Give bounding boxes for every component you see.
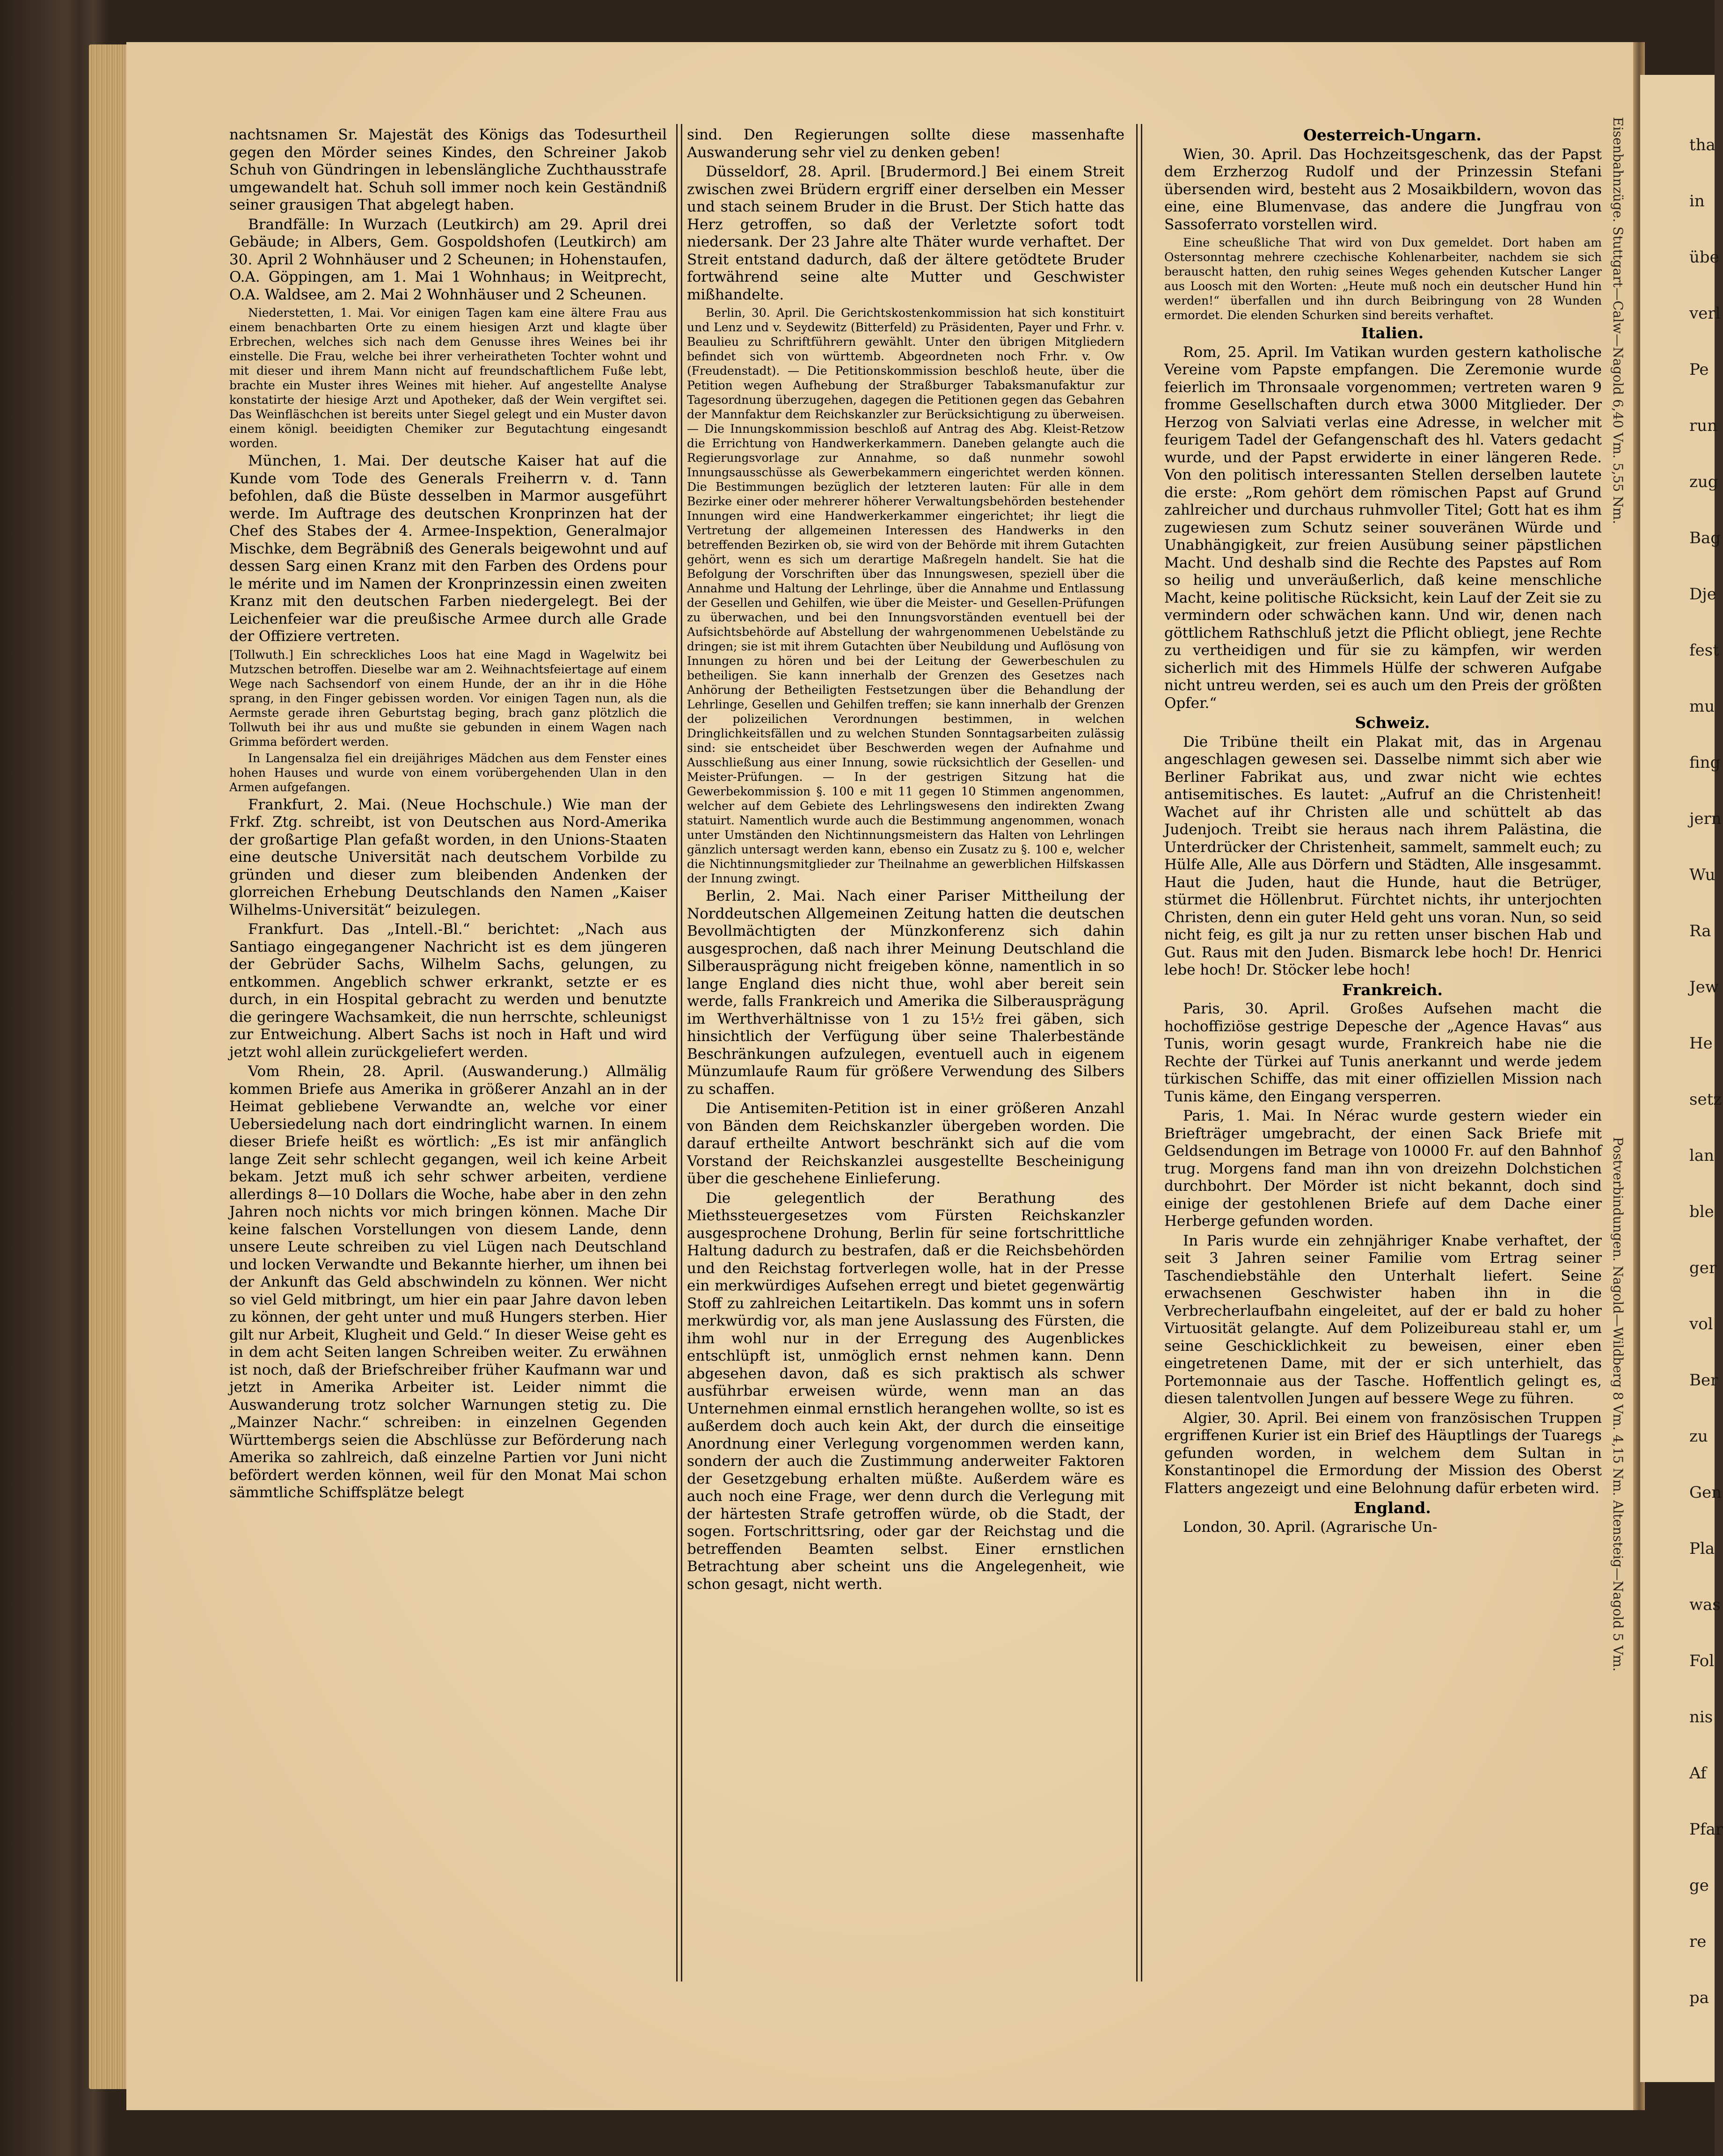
timetable-sidebar-top: Eisenbahnzüge. Stuttgart—Calw—Nagold 6,40 Vm. 5,55 Nm. [1610,117,1626,524]
facing-page-fragment: ger [1689,1259,1717,1277]
article-paragraph: sind. Den Regierungen sollte diese massenhafte Auswanderung sehr viel zu denken geben! [687,126,1124,161]
facing-page-fragment: jern [1689,809,1722,828]
facing-page-fragment: Pfar [1689,1820,1723,1839]
article-paragraph: Die gelegentlich der Berathung des Miethssteuergesetzes vom Fürsten Reichskanzler ausgesprochene Drohung, Berlin für seine fortschrittliche Haltung dadurch zu bestrafen, daß er die Reichsbehörden und den Reichstag fortverlegen wolle, hat in der Presse ein merkwürdiges Aufsehen erregt und bietet gegenwärtig Stoff zu zahlreichen Leitartikeln. Das kommt uns in sofern merkwürdig vor, als man jene Auslassung des Fürsten, die ihm wohl nur in der Erregung des Augenblickes entschlüpft ist, unmöglich ernst nehmen kann. Denn abgesehen davon, daß es sich praktisch als schwer ausführbar erweisen würde, wenn man an das Unternehmen einmal ernstlich herangehen wollte, so ist es außerdem doch auch kein Akt, der durch die einseitige Anordnung einer Verlegung vorgenommen werden kann, sondern der auch die Zustimmung anderweiter Faktoren der Gesetzgebung erhalten müßte. Außerdem wäre es auch noch eine Frage, wer denn durch die Verlegung mit der härtesten Strafe getroffen würde, ob die Stadt, der sogen. Fortschrittsring, oder gar der Reichstag und die betreffenden Beamten selbst. Einer ernstlichen Betrachtung aber scheint uns die Angelegenheit, wie schon gesagt, nicht werth. [687,1189,1124,1593]
facing-page-fragment: Gen [1689,1483,1722,1502]
facing-page-fragment: Jew [1689,978,1719,997]
facing-page-fragment: übe [1689,248,1719,267]
article-paragraph: In Langensalza fiel ein dreijähriges Mädchen aus dem Fenster eines hohen Hauses und wurde von einem vorübergehenden Ulan in den Armen aufgefangen. [229,751,667,794]
facing-page-fragment: fest [1689,641,1719,660]
section-heading: Frankreich. [1342,980,1443,999]
article-paragraph: Paris, 1. Mai. In Nérac wurde gestern wieder ein Briefträger umgebracht, der einen Sack Briefe mit Geldsendungen im Betrage von 10000 Fr. auf den Bahnhof trug. Morgens fand man ihn von dreizehn Dolchstichen durchbohrt. Der Mörder ist nicht bekannt, doch sind einige der gestohlenen Briefe auf dem Dache einer Herberge gefunden worden. [1164,1107,1602,1230]
facing-page-fragment: fing [1689,753,1721,772]
facing-page-fragment: in [1689,192,1705,211]
facing-page-fragment: Pe [1689,360,1709,379]
column-rule [1141,124,1142,1981]
facing-page-fragment: setz [1689,1090,1722,1109]
facing-page-fragment: mu [1689,697,1715,716]
column-rule [1136,124,1138,1981]
section-heading: Schweiz. [1355,714,1430,732]
article-paragraph: Die Tribüne theilt ein Plakat mit, das in Argenau angeschlagen gewesen sei. Dasselbe nimmt sich aber wie Berliner Fabrikat aus, und zwar nicht wie echtes antisemitisches. Es lautet: „Aufruf an die Christenheit! Wachet auf ihr Christen alle und schüttelt ab das Judenjoch. Treibt sie heraus nach ihrem Palästina, die Unterdrücker der Christenheit, sammelt, sammelt euch; zu Hülfe Alle, Alle aus Dörfern und Städten, Alle insgesammt. Haut die Juden, haut die Hunde, haut die Betrüger, stürmet die Höllenbrut. Fürchtet nichts, ihr unterjochten Christen, denn ein guter Held geht uns voran. Nun, so seid nicht feig, es gilt ja nur zu retten unser bischen Hab und Gut. Raus mit den Juden. Bismarck lebe hoch! Dr. Henrici lebe hoch! Dr. Stöcker lebe hoch! [1164,733,1602,978]
facing-page-fragment: was [1689,1595,1721,1614]
facing-page-fragment: run [1689,416,1718,435]
article-paragraph: Berlin, 2. Mai. Nach einer Pariser Mittheilung der Norddeutschen Allgemeinen Zeitung hatten die deutschen Bevollmächtigten der Münzkonferenz sich dahin ausgesprochen, daß nach ihrer Meinung Deutschland die Silberausprägung nicht freigeben könne, namentlich in so lange England dies nicht thue, wohl aber bereit sein werde, falls Frankreich und Amerika die Silberausprägung im Werthverhältnisse von 1 zu 15½ frei gäben, sich hinsichtlich der Verfügung über seine Thalerbestände Beschränkungen aufzulegen, eventuell auch in eigenem Münzumlaufe Raum für größere Verwendung des Silbers zu schaffen. [687,888,1124,1098]
article-column-3 [1164,126,1602,1538]
article-paragraph: Wien, 30. April. Das Hochzeitsgeschenk, das der Papst dem Erzherzog Rudolf und der Prinzessin Stefani übersenden wird, besteht aus 2 Mosaikbildern, wovon das eine, eine Blumenvase, das andere die Jungfrau von Sassoferrato vorstellen wird. [1164,146,1602,233]
article-paragraph: nachtsnamen Sr. Majestät des Königs das Todesurtheil gegen den Mörder seines Kindes, den Schreiner Jakob Schuh von Gündringen in lebenslängliche Zuchthausstrafe umgewandelt hat. Schuh soll immer noch kein Geständniß seiner grausigen That abgelegt haben. [229,126,667,213]
article-paragraph: Brandfälle: In Wurzach (Leutkirch) am 29. April drei Gebäude; in Albers, Gem. Gospoldshofen (Leutkirch) am 30. April 2 Wohnhäuser und 2 Scheunen; in Hohenstaufen, O.A. Göppingen, am 1. Mai 1 Wohnhaus; in Weitprecht, O.A. Waldsee, am 2. Mai 2 Wohnhäuser und 2 Scheunen. [229,216,667,303]
facing-page-fragment: Dje [1689,585,1716,604]
facing-page-fragment: Bag [1689,529,1721,547]
article-paragraph: München, 1. Mai. Der deutsche Kaiser hat auf die Kunde vom Tode des Generals Freiherrn v. d. Tann befohlen, daß die Büste desselben in Marmor ausgeführt werde. Im Auftrage des deutschen Kronprinzen hat der Chef des Stabes der 4. Armee-Inspektion, Generalmajor Mischke, dem Begräbniß des Generals beigewohnt und auf dessen Sarg einen Kranz mit den Farben des Ordens pour le mérite und im Namen der Kronprinzessin einen zweiten Kranz mit den deutschen Farben niedergelegt. Bei der Leichenfeier war die preußische Armee durch alle Grade der Offiziere vertreten. [229,452,667,645]
facing-page-fragment: ge [1689,1876,1709,1895]
facing-page-fragment: He [1689,1034,1713,1053]
facing-page-fragment: pa [1689,1988,1709,2007]
article-paragraph: [Tollwuth.] Ein schreckliches Loos hat eine Magd in Wagelwitz bei Mutzschen betroffen. Dieselbe war am 2. Weihnachtsfeiertage auf einem Wege nach Sachsendorf von einem Hunde, der an ihr in die Höhe sprang, in den Finger gebissen worden. Vor einigen Tagen nun, als die Aermste gerade ihren Geburtstag beging, brach ganz plötzlich die Tollwuth bei ihr aus und mußte sie gebunden in einem Wagen nach Grimma befördert werden. [229,648,667,749]
section-heading: England. [1354,1499,1431,1517]
facing-page-fragment: Pla [1689,1539,1715,1558]
timetable-sidebar-bottom: Postverbindungen. Nagold—Wildberg 8 Vm. 4,15 Nm. Altensteig—Nagold 5 Vm. [1610,1137,1626,1672]
article-paragraph: Frankfurt. Das „Intell.-Bl.“ berichtet: „Nach aus Santiago eingegangener Nachricht ist es dem jüngeren der Gebrüder Sachs, Wilhelm Sachs, gelungen, zu entkommen. Angeblich schwer erkrankt, setzte er es durch, in ein Hospital gebracht zu werden und benutzte die geringere Wachsamkeit, die nun herrschte, schleunigst zur Entweichung. Albert Sachs ist noch in Haft und wird jetzt wohl allein zurückgeliefert werden. [229,921,667,1061]
article-paragraph: Algier, 30. April. Bei einem von französischen Truppen ergriffenen Kurier ist ein Brief des Häuptlings der Tuaregs gefunden worden, in welchem dem Sultan in Konstantinopel die Ermordung der Mission des Oberst Flatters angezeigt und eine Belohnung dafür erbeten wird. [1164,1409,1602,1497]
article-paragraph: London, 30. April. (Agrarische Un- [1183,1518,1438,1536]
article-paragraph: Eine scheußliche That wird von Dux gemeldet. Dort haben am Ostersonntag mehrere czechische Kohlenarbeiter, nachdem sie sich berauscht hatten, den ruhig seines Weges gehenden Kutscher Langer aus Loosch mit den Worten: „Heute muß noch ein deutscher Hund hin werden!“ überfallen und ihn durch Beibringung von 28 Wunden ermordet. Die elenden Schurken sind bereits verhaftet. [1164,236,1602,322]
facing-page-fragment: Wu [1689,866,1716,884]
facing-page-fragment: Ber [1689,1371,1718,1390]
article-paragraph: Berlin, 30. April. Die Gerichtskostenkommission hat sich konstituirt und Lenz und v. Seydewitz (Bitterfeld) zu Präsidenten, Payer und Frhr. v. Beaulieu zu Schriftführern gewählt. Unter den übrigen Mitgliedern befindet sich von württemb. Abgeordneten noch Frhr. v. Ow (Freudenstadt). — Die Petitionskommission beschloß heute, über die Petition wegen Aufhebung der Straßburger Tabaksmanufaktur zur Tagesordnung überzugehen, dagegen die Petitionen gegen das Gebahren der Mannfaktur dem Reichskanzler zur Berücksichtigung zu überweisen. — Die Innungskommission beschloß auf Antrag des Abg. Kleist-Retzow die Errichtung von Handwerkerkammern. Daneben gelangte auch die Regierungsvorlage zur Annahme, so daß nunmehr sowohl Innungsausschüsse als Gewerbekammern eingerichtet werden können. Die Bestimmungen bezüglich der letzteren lauten: Für alle in dem Bezirke einer oder mehrerer höherer Verwaltungsbehörden bestehender Innungen wird eine Handwerkerkammer eingerichtet; ihr liegt die Vertretung der allgemeinen Interessen des Handwerks in den betreffenden Bezirken ob, sie wird von der Behörde mit ihrem Gutachten gehört, wenn es sich um derartige Maßregeln handelt. Sie hat die Befolgung der Vorschriften über das Innungswesen, speziell über die Annahme und Haltung der Lehrlinge, über die Annahme und Entlassung der Gesellen und Gehilfen, wie über die Meister- und Gesellen-Prüfungen zu überwachen, und bei den Innungsvorständen eventuell bei der Aufsichtsbehörde auf Abstellung der wahrgenommenen Uebelstände zu dringen; sie ist mit ihrem Gutachten über Neubildung und Auflösung von Innungen zu hören und bei der Leitung der Gewerbeschulen zu betheiligen. Sie kann innerhalb der Grenzen des Gesetzes nach Anhörung der Betheiligten Festsetzungen über die Behandlung der Lehrlinge, Gesellen und Gehilfen treffen; sie kann innerhalb der Grenzen der polizeilichen Verordnungen bestimmen, in welchen Dringlichkeitsfällen und zu welchen Stunden Sonntagsarbeiten zulässig sind: sie entscheidet über Beschwerden wegen der Aufnahme und Ausschließung aus einer Innung, sowie rücksichtlich der Gesellen- und Meister-Prüfungen. — In der gestrigen Sitzung hat die Gewerbekommission §. 100 e mit 11 gegen 10 Stimmen angenommen, welcher auf dem Gebiete des Lehrlingswesens den indirekten Zwang statuirt. Namentlich wurde auch die Bestimmung angenommen, wonach unter Umständen den Nichtinnungsmeistern das Halten von Lehrlingen gänzlich untersagt werden kann, ebenso ein Zusatz zu §. 100 e, welcher die Nichtinnungsmitglieder zur Theilnahme an gewerblichen Hilfskassen der Innung zwingt. [687,306,1124,885]
facing-page-fragment: lan [1689,1146,1715,1165]
article-column-2 [687,126,1124,1595]
facing-page-fragment: zug [1689,473,1718,491]
facing-page-fragment: zu [1689,1427,1708,1446]
article-column-1 [229,126,667,1504]
article-paragraph: Niederstetten, 1. Mai. Vor einigen Tagen kam eine ältere Frau aus einem benachbarten Orte zu einem hiesigen Arzt und klagte über Erbrechen, welches sich nach dem Genusse ihres Weines bei ihr einstelle. Die Frau, welche bei ihrer verheiratheten Tochter wohnt und mit dieser und ihrem Mann nicht auf freundschaftlichem Fuße lebt, brachte ein Muster ihres Weines mit hieher. Auf angestellte Analyse konstatirte der hiesige Arzt und Apotheker, daß der Wein vergiftet sei. Das Weinfläschchen ist bereits unter Siegel gelegt und ein Muster davon einem königl. beeidigten Chemiker zur Begutachtung eingesandt worden. [229,306,667,450]
article-paragraph: Vom Rhein, 28. April. (Auswanderung.) Allmälig kommen Briefe aus Amerika in größerer Anzahl an in der Heimat gebliebene Verwandte an, welche vor einer Uebersiedelung nach dort eindringlicht warnen. In einem dieser Briefe heißt es wörtlich: „Es ist mir anfänglich lange Zeit sehr schlecht gegangen, weil ich keine Arbeit bekam. Jetzt muß ich sehr schwer arbeiten, verdiene allerdings 8—10 Dollars die Woche, habe aber in den zehn Jahren noch nichts vor mich bringen können. Mache Dir keine falschen Vorstellungen von diesem Lande, denn unsere Leute schreiben zu viel Lügen nach Deutschland und locken Verwandte und Bekannte hierher, um ihnen bei der Ankunft das Geld abschwindeln zu können. Wer nicht so viel Geld mitbringt, um hier ein paar Jahre davon leben zu können, der geht unter und muß Hungers sterben. Hier gilt nur Arbeit, Klugheit und Geld.“ In dieser Weise geht es in dem acht Seiten langen Schreiben weiter. Zu erwähnen ist noch, daß der Briefschreiber früher Kaufmann war und jetzt in Amerika Arbeiter ist. Leider nimmt die Auswanderung trotz solcher Warnungen stetig zu. Die „Mainzer Nachr.“ schreiben: in einzelnen Gegenden Württembergs seien die Abschlüsse zur Beförderung nach Amerika so zahlreich, daß einzelne Partien vor Juni nicht befördert werden können, weil für den Monat Mai schon sämmtliche Schiffsplätze belegt [229,1063,667,1501]
facing-page-fragment: verl [1689,304,1721,323]
article-paragraph: Düsseldorf, 28. April. [Brudermord.] Bei einem Streit zwischen zwei Brüdern ergriff einer derselben ein Messer und stach seinem Bruder in die Brust. Der Stich hatte das Herz getroffen, so daß der Verletzte sofort todt niedersank. Der 23 Jahre alte Thäter wurde verhaftet. Der Streit entstand dadurch, daß der ältere getödtete Bruder fortwährend seine alte Mutter und Geschwister mißhandelte. [687,163,1124,303]
section-heading: Italien. [1361,324,1424,342]
article-paragraph: Paris, 30. April. Großes Aufsehen macht die hochoffiziöse gestrige Depesche der „Agence Havas“ aus Tunis, worin gesagt wurde, Frankreich habe nie die Rechte der Türkei auf Tunis anerkannt und werde jedem türkischen Schiffe, das mit einer offiziellen Mission nach Tunis käme, den Eingang versperren. [1164,1000,1602,1105]
article-paragraph: Die Antisemiten-Petition ist in einer größeren Anzahl von Bänden dem Reichskanzler übergeben worden. Die darauf ertheilte Antwort beschränkt sich auf die vom Vorstand der Reichskanzlei ausgestellte Bescheinigung über die geschehene Einlieferung. [687,1100,1124,1187]
article-paragraph: In Paris wurde ein zehnjähriger Knabe verhaftet, der seit 3 Jahren seiner Familie vom Ertrag seiner Taschendiebstähle den Unterhalt liefert. Seine erwachsenen Geschwister haben ihn in die Verbrecherlaufbahn eingeleitet, auf der er bald zu hoher Virtuosität gelangte. Auf dem Polizeibureau stahl er, um seine Geschicklichkeit zu beweisen, einer eben eingetretenen Dame, mit der er sich unterhielt, das Portemonnaie aus der Tasche. Hoffentlich gelingt es, diesen talentvollen Jungen auf bessere Wege zu führen. [1164,1232,1602,1407]
article-paragraph: Rom, 25. April. Im Vatikan wurden gestern katholische Vereine vom Papste empfangen. Die Zeremonie wurde feierlich im Thronsaale vorgenommen; vertreten waren 9 fromme Gesellschaften durch etwa 3000 Mitglieder. Der Herzog von Salviati verlas eine Adresse, in welcher mit feurigem Tadel der Gefangenschaft des hl. Vaters gedacht wurde, und der Papst erwiderte in einer längeren Rede. Von den politisch interessanten Stellen derselben lautete die erste: „Rom gehört dem römischen Papst auf Grund zahlreicher und durchaus ruhmvoller Titel; Gott hat es ihm zugewiesen zum Schutz seiner souveränen Würde und Unabhängigkeit, zur freien Ausübung seiner päpstlichen Macht. Und deshalb sind die Rechte des Papstes auf Rom so heilig und unveräußerlich, daß keine menschliche Macht, keine politische Rücksicht, kein Lauf der Zeit sie zu vermindern oder schwächen kann. Und wir, denen nach göttlichem Rathschluß jetzt die Pflicht obliegt, jene Rechte zu vertheidigen und für sie zu kämpfen, wir werden sicherlich mit des Himmels Hülfe der schweren Aufgabe nicht untreu werden, sei es auch um den Preis der größten Opfer.“ [1164,343,1602,712]
facing-page-fragment: Fol [1689,1652,1715,1670]
column-rule [676,124,678,1981]
section-heading: Oesterreich-Ungarn. [1303,126,1482,144]
facing-page-fragment: ble [1689,1202,1714,1221]
facing-page-fragment: vol [1689,1315,1713,1333]
facing-page-fragment: nis [1689,1708,1713,1726]
column-rule [681,124,682,1981]
facing-page-fragment: re [1689,1932,1707,1951]
article-paragraph: Frankfurt, 2. Mai. (Neue Hochschule.) Wie man der Frkf. Ztg. schreibt, ist von Deutschen aus Nord-Amerika der großartige Plan gefaßt worden, in den Unions-Staaten eine deutsche Universität nach deutschem Vorbilde zu gründen und dieser zum bleibenden Andenken der glorreichen Erhebung Deutschlands den Namen „Kaiser Wilhelms-Universität“ beizulegen. [229,796,667,918]
facing-page-fragment: Ra [1689,922,1711,940]
facing-page-fragment: Af [1689,1764,1707,1783]
facing-page-fragment: tha [1689,136,1716,154]
page-stack-edge [89,44,131,2089]
